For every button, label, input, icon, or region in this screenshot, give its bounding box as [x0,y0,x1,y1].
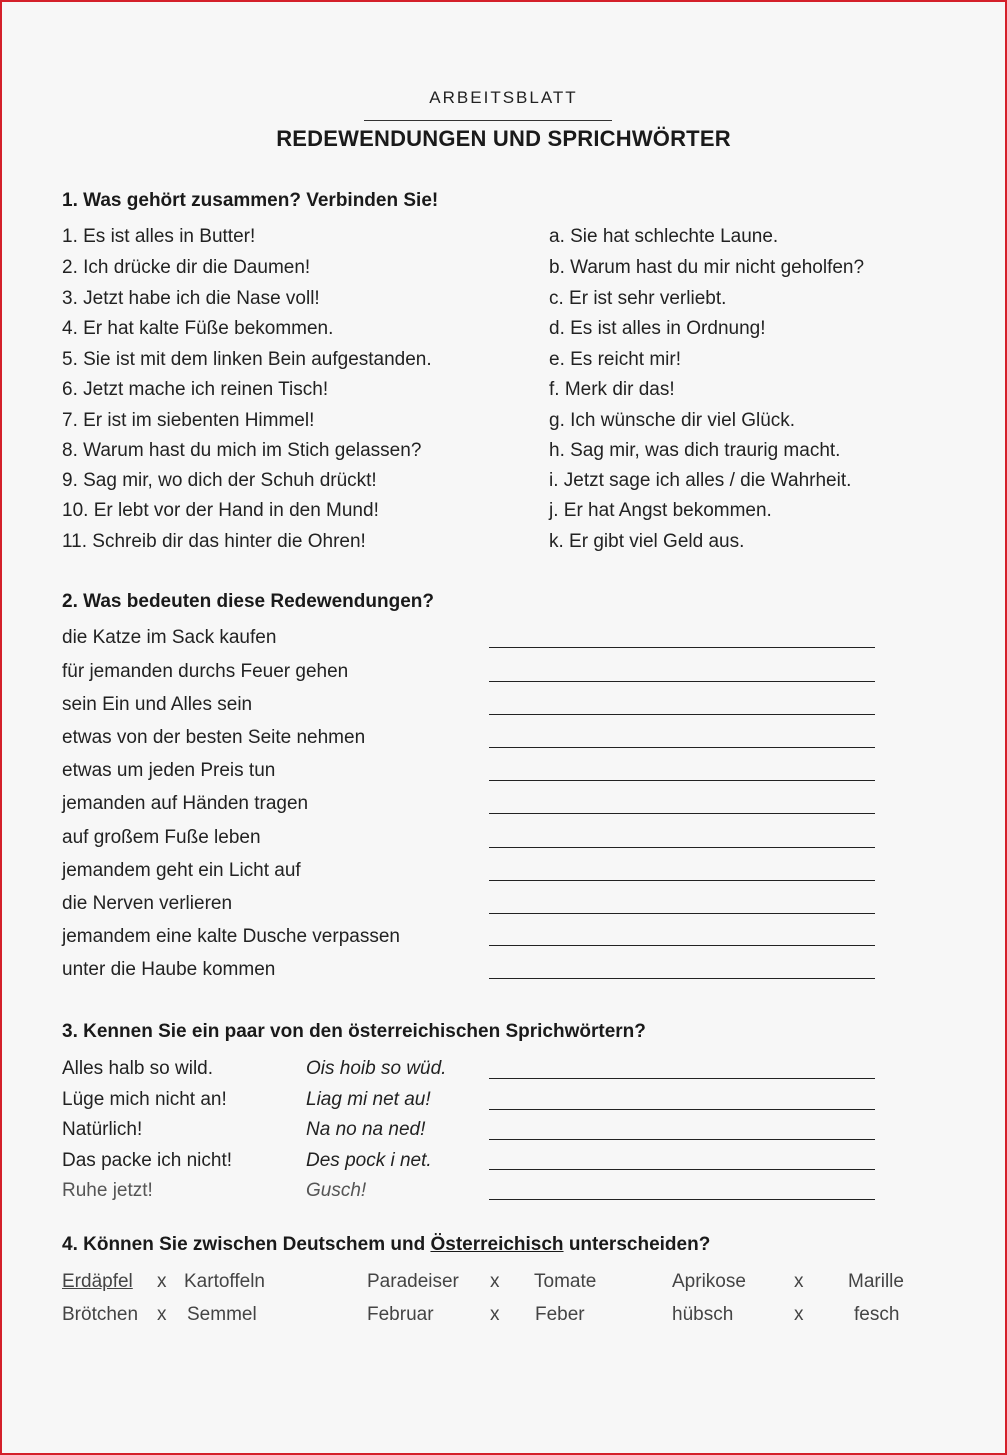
vocab-word-underlined: Erdäpfel [62,1271,133,1292]
phrase-item: die Nerven verlieren [62,893,233,914]
vocab-word: Tomate [534,1271,597,1292]
idiom-item-5: 5. Sie ist mit dem linken Bein aufgestanden. [62,349,432,370]
austrian-phrase: Ois hoib so wüd. [306,1058,447,1079]
answer-line[interactable] [489,647,875,648]
german-phrase: Natürlich! [62,1119,143,1140]
austrian-phrase: Liag mi net au! [306,1089,431,1110]
austrian-phrase: Gusch! [306,1180,367,1201]
meaning-item-i: i. Jetzt sage ich alles / die Wahrheit. [549,470,852,491]
german-phrase: Alles halb so wild. [62,1058,214,1079]
phrase-item: für jemanden durchs Feuer gehen [62,661,349,682]
idiom-item-7: 7. Er ist im siebenten Himmel! [62,410,315,431]
idiom-item-3: 3. Jetzt habe ich die Nase voll! [62,288,320,309]
phrase-item: auf großem Fuße leben [62,827,261,848]
answer-line[interactable] [489,1199,875,1200]
meaning-item-h: h. Sag mir, was dich traurig macht. [549,440,841,461]
austrian-phrase: Des pock i net. [306,1150,432,1171]
idiom-item-4: 4. Er hat kalte Füße bekommen. [62,318,334,339]
answer-line[interactable] [489,780,875,781]
vocab-separator: x [794,1304,804,1325]
vocab-separator: x [490,1304,500,1325]
vocab-separator: x [490,1271,500,1292]
answer-line[interactable] [489,813,875,814]
answer-line[interactable] [489,1078,875,1079]
meaning-item-e: e. Es reicht mir! [549,349,681,370]
phrase-item: die Katze im Sack kaufen [62,627,277,648]
meaning-item-c: c. Er ist sehr verliebt. [549,288,727,309]
meaning-item-b: b. Warum hast du mir nicht geholfen? [549,257,865,278]
answer-line[interactable] [489,978,875,979]
meaning-item-a: a. Sie hat schlechte Laune. [549,226,779,247]
section-3-title: 3. Kennen Sie ein paar von den österreichischen Sprichwörtern? [62,1021,646,1042]
answer-line[interactable] [489,747,875,748]
vocab-word: hübsch [672,1304,734,1325]
vocab-word: fesch [854,1304,900,1325]
answer-line[interactable] [489,847,875,848]
vocab-word: Februar [367,1304,434,1325]
phrase-item: jemandem geht ein Licht auf [62,860,301,881]
idiom-item-6: 6. Jetzt mache ich reinen Tisch! [62,379,329,400]
header-divider [364,120,612,121]
answer-line[interactable] [489,714,875,715]
idiom-item-9: 9. Sag mir, wo dich der Schuh drückt! [62,470,377,491]
meaning-item-j: j. Er hat Angst bekommen. [549,500,772,521]
worksheet-kicker: ARBEITSBLATT [429,88,578,107]
meaning-item-f: f. Merk dir das! [549,379,675,400]
idiom-item-1: 1. Es ist alles in Butter! [62,226,256,247]
section-2-title: 2. Was bedeuten diese Redewendungen? [62,591,434,612]
vocab-word: Brötchen [62,1304,139,1325]
section-4-title-post: unterscheiden? [563,1234,711,1255]
vocab-word: Semmel [187,1304,257,1325]
austrian-phrase: Na no na ned! [306,1119,426,1140]
german-phrase: Das packe ich nicht! [62,1150,233,1171]
german-phrase: Ruhe jetzt! [62,1180,153,1201]
section-4-title-underlined: Österreichisch [430,1234,564,1255]
idiom-item-2: 2. Ich drücke dir die Daumen! [62,257,311,278]
vocab-separator: x [157,1271,167,1292]
phrase-item: etwas von der besten Seite nehmen [62,727,366,748]
phrase-item: unter die Haube kommen [62,959,276,980]
vocab-word: Feber [535,1304,585,1325]
vocab-word: Kartoffeln [184,1271,265,1292]
phrase-item: etwas um jeden Preis tun [62,760,276,781]
idiom-item-10: 10. Er lebt vor der Hand in den Mund! [62,500,379,521]
vocab-separator: x [794,1271,804,1292]
section-4-title [62,1234,710,1256]
answer-line[interactable] [489,1109,875,1110]
idiom-item-8: 8. Warum hast du mich im Stich gelassen? [62,440,422,461]
answer-line[interactable] [489,880,875,881]
vocab-word: Paradeiser [367,1271,459,1292]
answer-line[interactable] [489,681,875,682]
answer-line[interactable] [489,1169,875,1170]
phrase-item: sein Ein und Alles sein [62,694,253,715]
meaning-item-g: g. Ich wünsche dir viel Glück. [549,410,796,431]
idiom-item-11: 11. Schreib dir das hinter die Ohren! [62,531,366,552]
section-4-title-pre: 4. Können Sie zwischen Deutschem und [62,1234,431,1255]
vocab-separator: x [157,1304,167,1325]
phrase-item: jemanden auf Händen tragen [62,793,309,814]
worksheet-title: REDEWENDUNGEN UND SPRICHWÖRTER [276,126,731,151]
meaning-item-d: d. Es ist alles in Ordnung! [549,318,766,339]
german-phrase: Lüge mich nicht an! [62,1089,227,1110]
vocab-word-austrian [62,1270,133,1294]
answer-line[interactable] [489,913,875,914]
meaning-item-k: k. Er gibt viel Geld aus. [549,531,745,552]
section-1-title: 1. Was gehört zusammen? Verbinden Sie! [62,190,439,211]
phrase-item: jemandem eine kalte Dusche verpassen [62,926,400,947]
vocab-word: Aprikose [672,1271,746,1292]
answer-line[interactable] [489,945,875,946]
answer-line[interactable] [489,1139,875,1140]
vocab-word: Marille [848,1271,904,1292]
